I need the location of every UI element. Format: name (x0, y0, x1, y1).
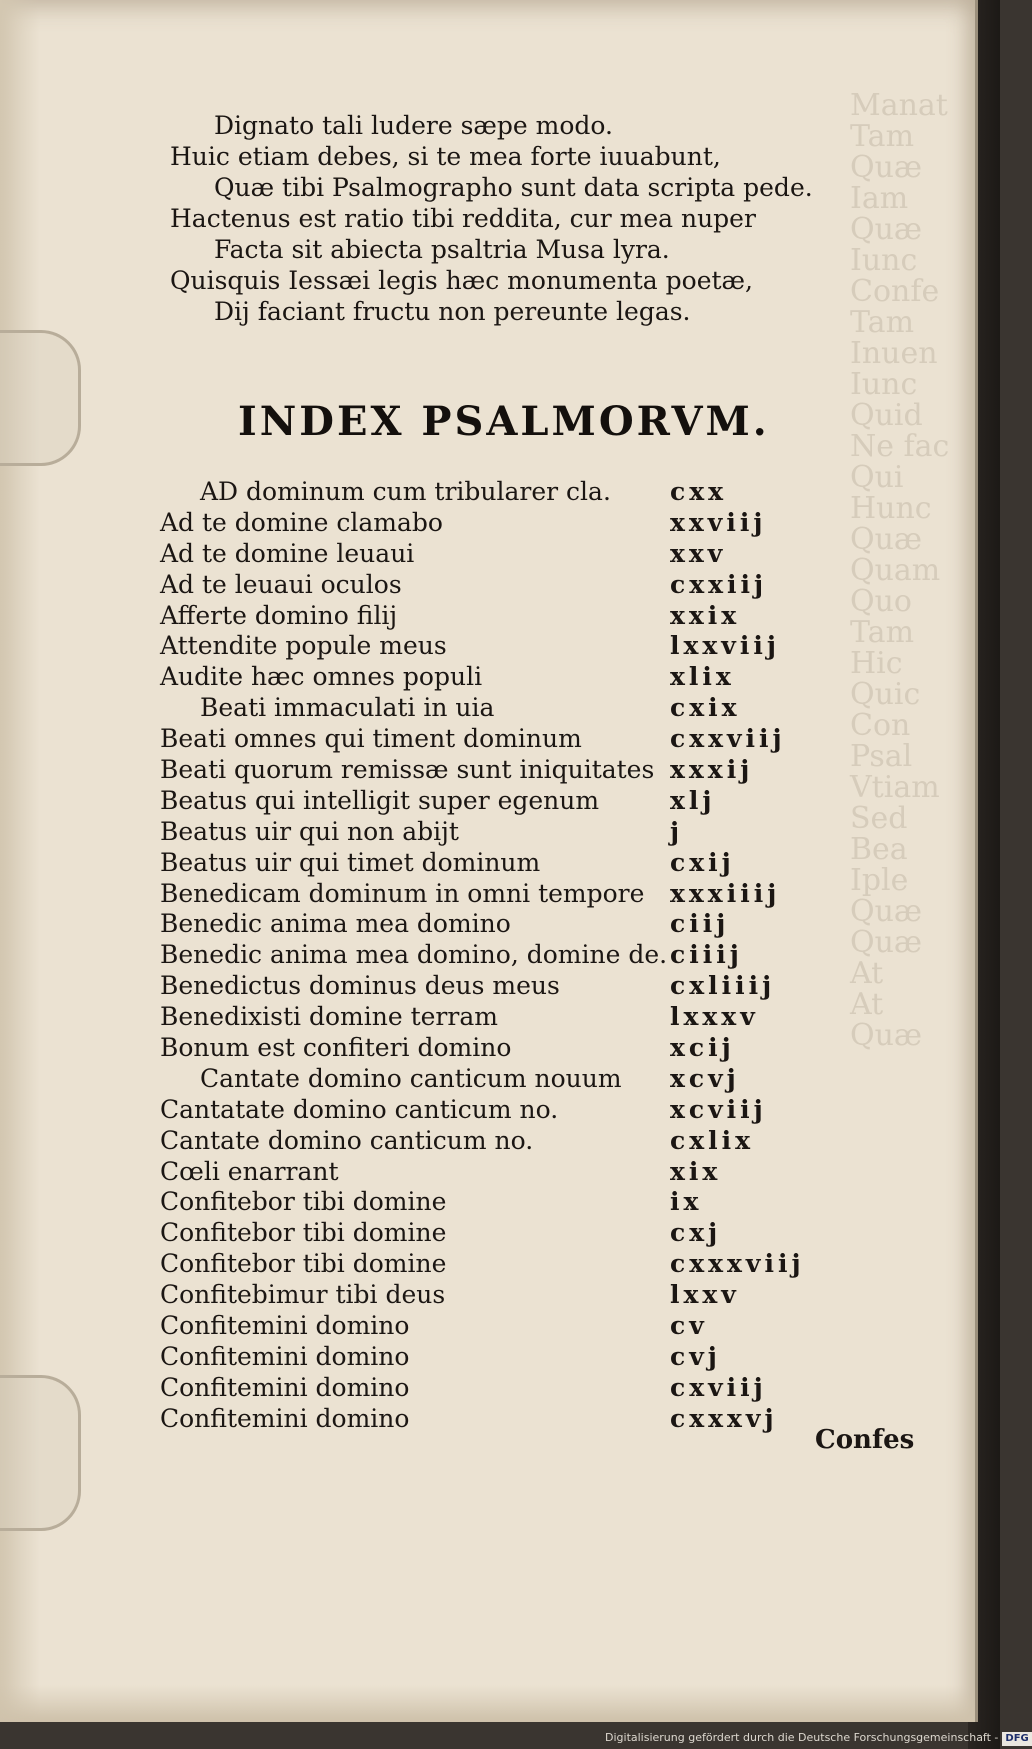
psalm-number: xxix (670, 600, 741, 630)
index-row (160, 879, 840, 910)
index-row (160, 1342, 840, 1373)
index-row (160, 1157, 840, 1188)
psalm-number: cxx (670, 477, 728, 506)
psalm-number: lxxv (670, 1280, 740, 1310)
psalm-incipit: Benedictus dominus deus meus (160, 971, 560, 1001)
index-row (160, 971, 840, 1002)
psalm-number: lxxxv (670, 1002, 759, 1032)
index-row (160, 631, 840, 662)
index-row (160, 1218, 840, 1249)
bleed-through-text: Manat Tam Quæ Iam Quæ Iunc Confe Tam Inuen Iunc Quid Ne fac Qui Hunc Quæ Quam Quo Tam Hic Quic Con Psal Vtiam Sed Bea Iple Quæ Quæ At At Quæ (850, 88, 950, 1053)
index-row (160, 601, 840, 632)
psalm-number: cxxiij (670, 569, 768, 599)
psalm-number: xlj (670, 785, 716, 815)
index-row (160, 1187, 840, 1218)
psalm-number: ciij (670, 909, 730, 939)
psalm-number: cvj (670, 1341, 721, 1371)
psalm-number: cxxxvj (670, 1403, 778, 1433)
index-row (160, 662, 840, 693)
psalm-incipit: Confitemini domino (160, 1403, 410, 1433)
index-title: INDEX PSALMORVM. (238, 398, 770, 445)
index-row (160, 1095, 840, 1126)
psalm-incipit: Confitebor tibi domine (160, 1218, 447, 1248)
index-row (160, 817, 840, 848)
index-row (160, 940, 840, 971)
index-row (160, 786, 840, 817)
index-row (160, 848, 840, 879)
psalm-number: ix (670, 1187, 703, 1217)
psalm-number: cv (670, 1311, 708, 1341)
index-row (160, 477, 840, 508)
psalm-number: cxxviij (670, 724, 786, 754)
poem-line: Quæ tibi Psalmographo sunt data scripta pede. (214, 173, 813, 202)
psalm-number: cxj (670, 1218, 722, 1248)
psalm-number: xxv (670, 538, 727, 568)
psalm-incipit: Cantatate domino canticum no. (160, 1094, 559, 1124)
psalm-incipit: Beati quorum remissæ sunt iniquitates (160, 755, 655, 785)
poem-line: Hactenus est ratio tibi reddita, cur mea nuper (170, 204, 756, 233)
psalm-number: cxxxviij (670, 1249, 805, 1279)
psalm-incipit: Ad te domine clamabo (160, 507, 443, 537)
psalm-incipit: Audite hæc omnes populi (160, 662, 483, 692)
psalm-incipit: Benedicam dominum in omni tempore (160, 878, 645, 908)
poem-line: Facta sit abiecta psaltria Musa lyra. (214, 235, 670, 264)
psalm-incipit: Cantate domino canticum no. (160, 1125, 534, 1155)
psalm-incipit: Benedic anima mea domino (160, 909, 511, 939)
psalm-incipit: Beatus qui intelligit super egenum (160, 785, 600, 815)
index-row (160, 1404, 840, 1435)
poem-line: Dij faciant fructu non pereunte legas. (214, 297, 691, 326)
index-row (160, 508, 840, 539)
digitization-footer (605, 1728, 1029, 1748)
index-row (160, 909, 840, 940)
psalm-number: xlix (670, 662, 735, 692)
psalm-incipit: Confitebor tibi domine (160, 1187, 447, 1217)
psalm-number: j (670, 816, 684, 846)
psalm-number: xix (670, 1156, 722, 1186)
psalm-number: xxviij (670, 507, 767, 537)
page-bottom-shadow (0, 1685, 975, 1722)
psalm-incipit: Beati immaculati in uia (200, 693, 495, 723)
index-row (160, 724, 840, 755)
psalm-incipit: Ad te leuaui oculos (160, 569, 402, 599)
dfg-logo: DFG (1002, 1732, 1031, 1746)
index-row (160, 570, 840, 601)
psalm-number: xcij (670, 1033, 735, 1063)
psalm-incipit: Confitemini domino (160, 1311, 410, 1341)
psalm-incipit: Benedixisti domine terram (160, 1002, 498, 1032)
page-clip-top (0, 330, 81, 466)
psalm-incipit: AD dominum cum tribularer cla. (200, 477, 611, 506)
psalm-number: ciiij (670, 940, 743, 970)
index-row (160, 539, 840, 570)
psalm-incipit: Ad te domine leuaui (160, 538, 415, 568)
psalm-incipit: Bonum est confiteri domino (160, 1033, 512, 1063)
poem-line: Dignato tali ludere sæpe modo. (214, 111, 613, 140)
psalm-incipit: Confitemini domino (160, 1341, 410, 1371)
psalm-incipit: Beatus uir qui timet dominum (160, 847, 541, 877)
index-row (160, 1311, 840, 1342)
index-row (160, 1280, 840, 1311)
psalm-incipit: Afferte domino filij (160, 600, 398, 630)
psalm-incipit: Cantate domino canticum nouum (200, 1063, 622, 1093)
index-row (160, 1249, 840, 1280)
psalm-number: cxliiij (670, 971, 776, 1001)
psalm-number: xcvj (670, 1063, 740, 1093)
index-row (160, 1373, 840, 1404)
page-clip-bottom (0, 1375, 81, 1531)
psalm-incipit: Beatus uir qui non abijt (160, 816, 459, 846)
psalm-incipit: Confitebor tibi domine (160, 1249, 447, 1279)
psalm-number: cxij (670, 847, 735, 877)
index-row (160, 1064, 840, 1095)
poem-line: Huic etiam debes, si te mea forte iuuabunt, (170, 142, 721, 171)
footer-text: Digitalisierung gefördert durch die Deutsche Forschungsgemeinschaft - (605, 1731, 999, 1744)
psalm-incipit: Cœli enarrant (160, 1156, 339, 1186)
catchword: Confes (815, 1425, 915, 1455)
poem-line: Quisquis Iessæi legis hæc monumenta poetæ, (170, 266, 753, 295)
index-row (160, 1033, 840, 1064)
psalm-index (160, 477, 840, 1435)
index-row (160, 1126, 840, 1157)
psalm-incipit: Benedic anima mea domino, domine de. (160, 940, 668, 970)
index-row (160, 1002, 840, 1033)
psalm-number: cxlix (670, 1125, 755, 1155)
psalm-number: xxxij (670, 755, 754, 785)
dedication-poem (170, 110, 813, 327)
psalm-incipit: Confitemini domino (160, 1372, 410, 1402)
index-row (160, 693, 840, 724)
psalm-number: lxxviij (670, 631, 780, 661)
psalm-incipit: Attendite popule meus (160, 631, 447, 661)
psalm-number: cxviij (670, 1372, 767, 1402)
psalm-number: xcviij (670, 1094, 767, 1124)
index-row (160, 755, 840, 786)
psalm-incipit: Beati omnes qui timent dominum (160, 724, 582, 754)
psalm-number: cxix (670, 693, 741, 723)
psalm-incipit: Confitebimur tibi deus (160, 1280, 446, 1310)
psalm-number: xxxiiij (670, 878, 781, 908)
